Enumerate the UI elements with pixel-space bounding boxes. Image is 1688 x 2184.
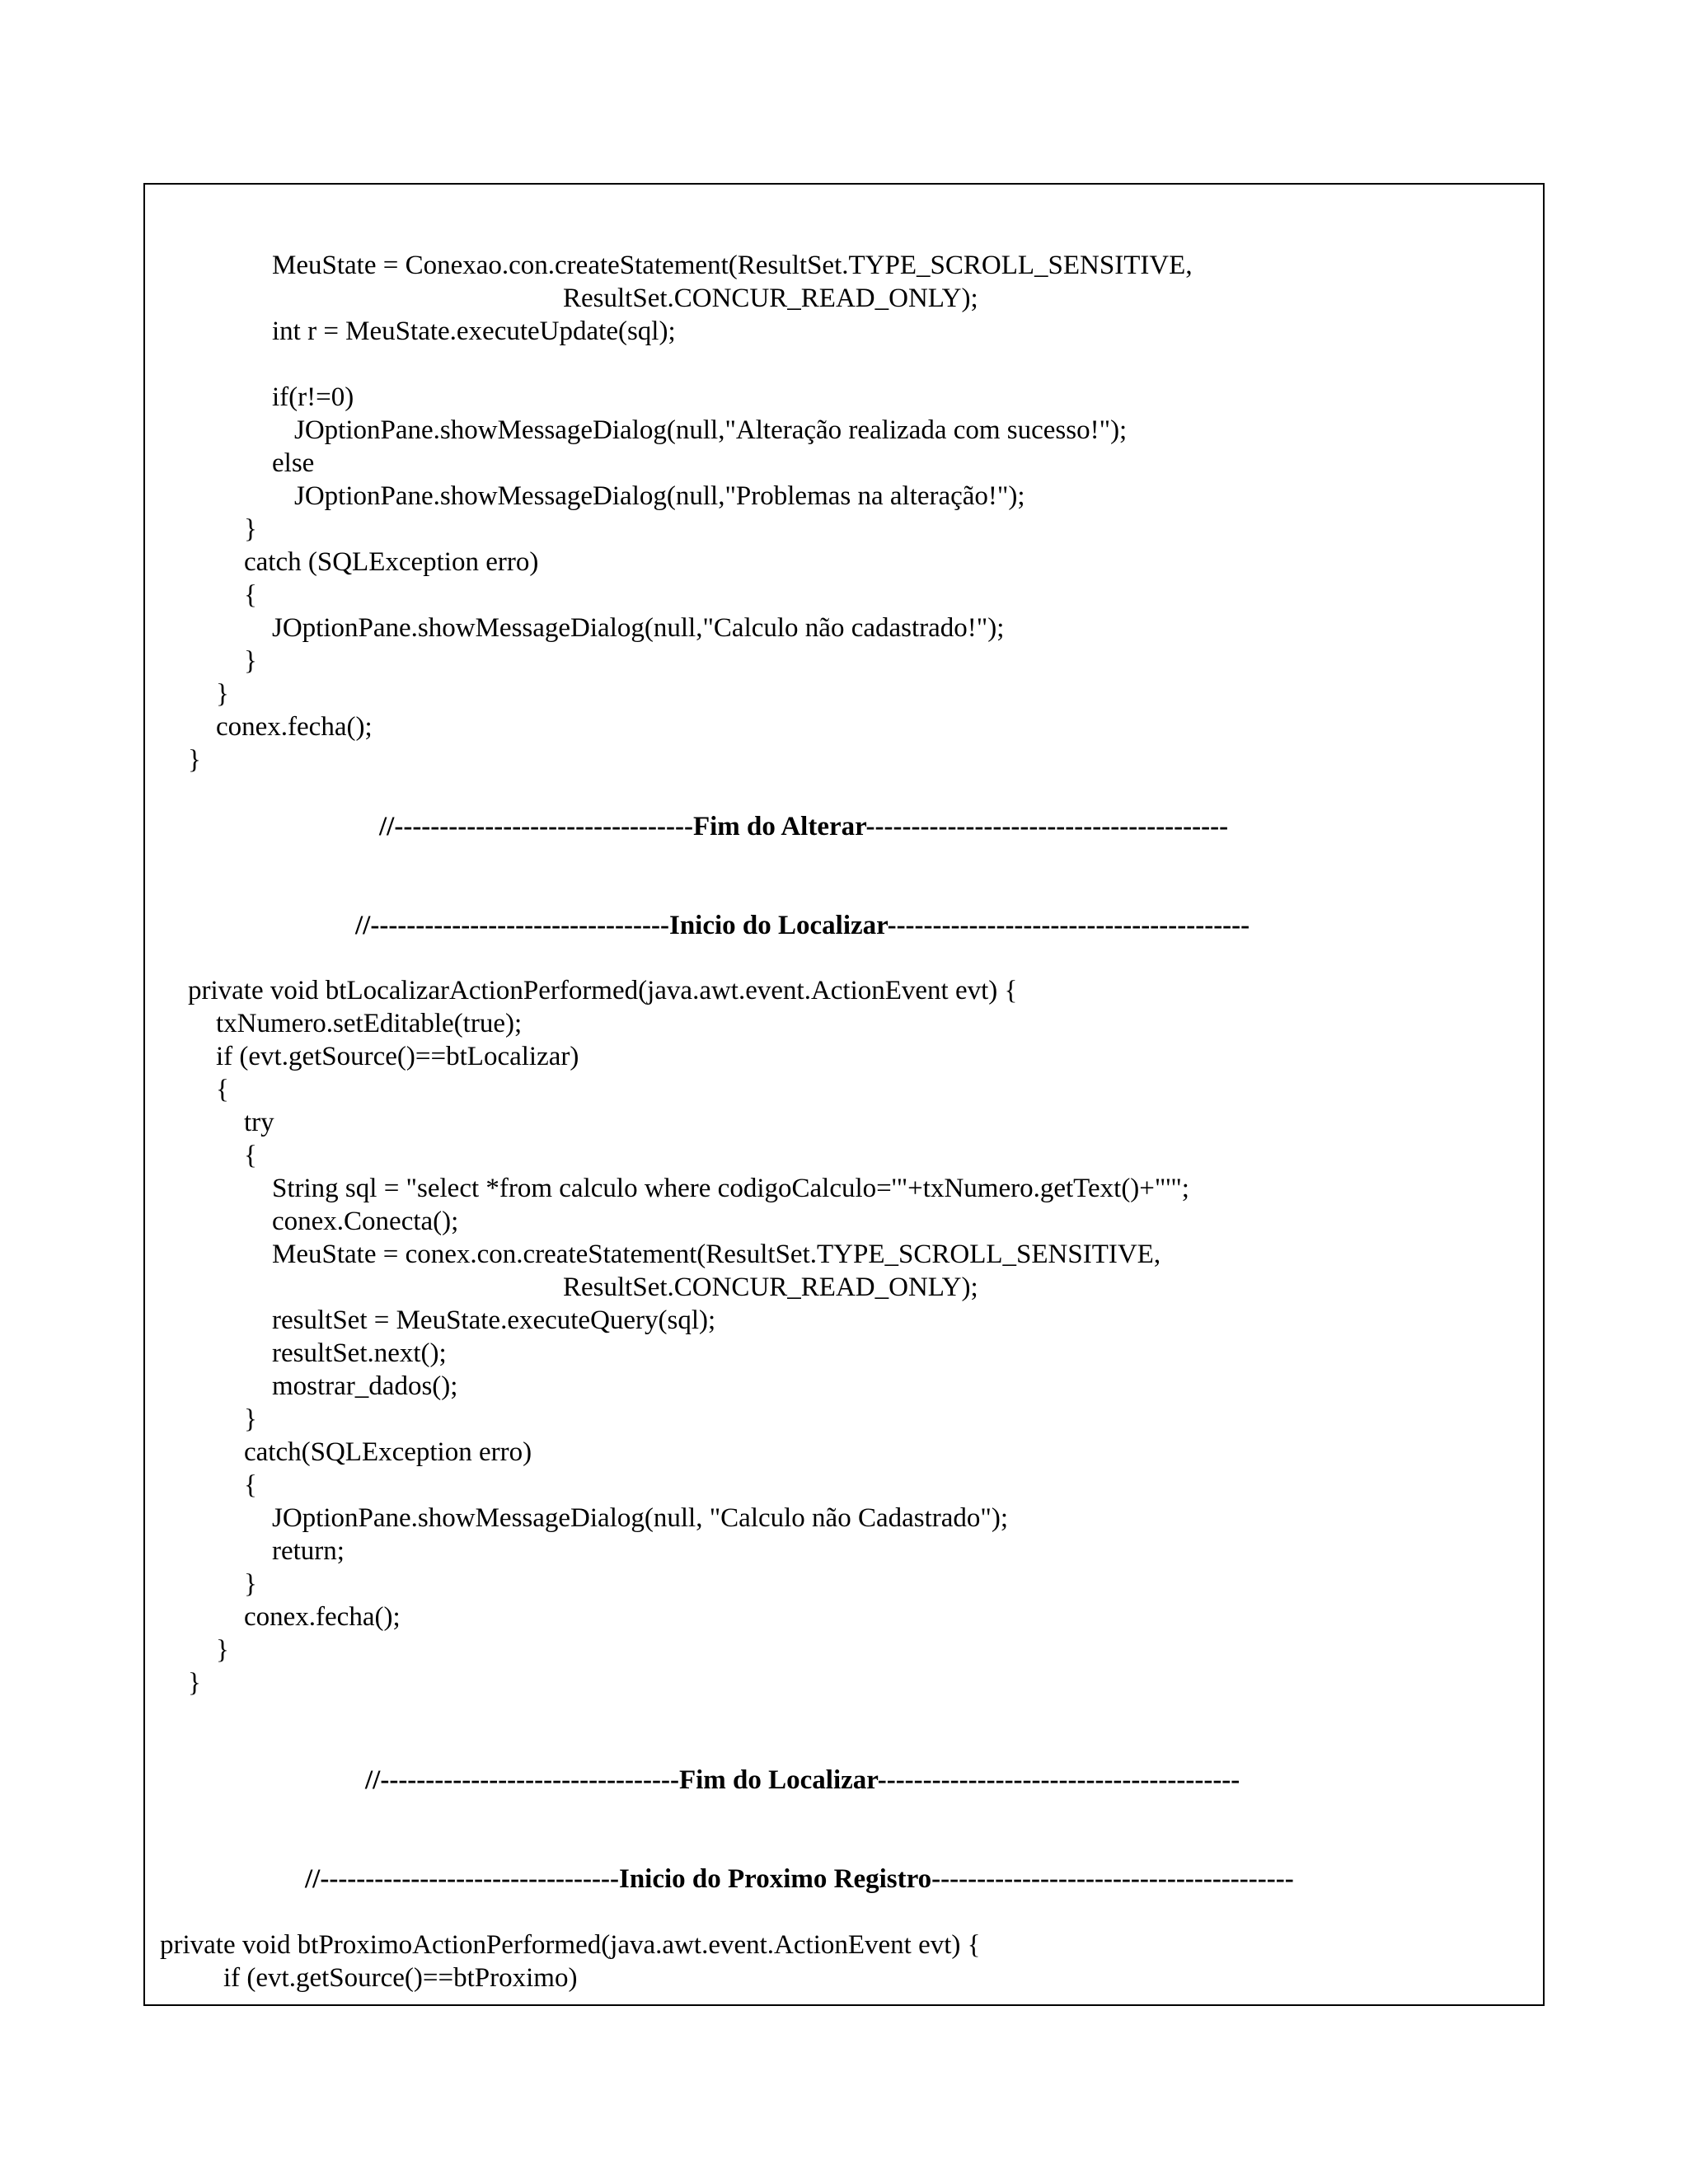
code-line: } [188, 745, 201, 775]
code-line: JOptionPane.showMessageDialog(null,"Calculo não cadastrado!"); [272, 613, 1005, 643]
code-line: JOptionPane.showMessageDialog(null,"Problemas na alteração!"); [294, 481, 1025, 511]
code-line: conex.fecha(); [216, 712, 373, 742]
code-line: String sql = "select *from calculo where codigoCalculo='"+txNumero.getText()+"'"; [272, 1174, 1189, 1203]
code-line: catch (SQLException erro) [244, 547, 539, 577]
code-line: ResultSet.CONCUR_READ_ONLY); [563, 284, 978, 313]
code-line: return; [272, 1536, 345, 1566]
code-line: { [244, 1470, 257, 1500]
code-line: catch(SQLException erro) [244, 1437, 532, 1467]
code-line: { [244, 1141, 257, 1170]
code-line: { [216, 1075, 229, 1104]
code-line: int r = MeuState.executeUpdate(sql); [272, 316, 676, 346]
code-line: conex.Conecta(); [272, 1207, 459, 1236]
section-heading: //---------------------------------Inicio do Localizar---------------------------------------- [355, 911, 1250, 940]
code-line: private void btLocalizarActionPerformed(java.awt.event.ActionEvent evt) { [188, 976, 1018, 1005]
code-line: JOptionPane.showMessageDialog(null,"Alteração realizada com sucesso!"); [294, 415, 1128, 445]
code-line: if(r!=0) [272, 382, 354, 412]
code-line: } [244, 646, 257, 676]
code-line: ResultSet.CONCUR_READ_ONLY); [563, 1272, 978, 1302]
code-line: JOptionPane.showMessageDialog(null, "Calculo não Cadastrado"); [272, 1503, 1009, 1533]
code-line: conex.fecha(); [244, 1602, 401, 1632]
code-line: MeuState = Conexao.con.createStatement(ResultSet.TYPE_SCROLL_SENSITIVE, [272, 251, 1193, 280]
code-line: } [244, 1569, 257, 1599]
code-line: } [244, 1404, 257, 1434]
code-line: } [244, 514, 257, 544]
section-heading: //---------------------------------Inicio do Proximo Registro---------------------------------------- [305, 1864, 1294, 1894]
code-line: } [216, 679, 229, 709]
code-line: } [188, 1668, 201, 1698]
code-line: else [272, 448, 315, 478]
code-line: mostrar_dados(); [272, 1371, 458, 1401]
code-line: txNumero.setEditable(true); [216, 1009, 523, 1038]
code-line: MeuState = conex.con.createStatement(ResultSet.TYPE_SCROLL_SENSITIVE, [272, 1240, 1161, 1269]
code-line: resultSet.next(); [272, 1338, 447, 1368]
code-line: try [244, 1108, 274, 1137]
code-line: { [244, 580, 257, 610]
code-line: resultSet = MeuState.executeQuery(sql); [272, 1305, 716, 1335]
code-line: } [216, 1635, 229, 1665]
code-line: if (evt.getSource()==btLocalizar) [216, 1042, 579, 1071]
code-line: if (evt.getSource()==btProximo) [223, 1963, 578, 1993]
section-heading: //---------------------------------Fim do Alterar---------------------------------------- [379, 812, 1229, 841]
code-listing-frame [143, 183, 1545, 2006]
section-heading: //---------------------------------Fim do Localizar---------------------------------------- [365, 1765, 1240, 1795]
code-line: private void btProximoActionPerformed(java.awt.event.ActionEvent evt) { [160, 1930, 981, 1960]
